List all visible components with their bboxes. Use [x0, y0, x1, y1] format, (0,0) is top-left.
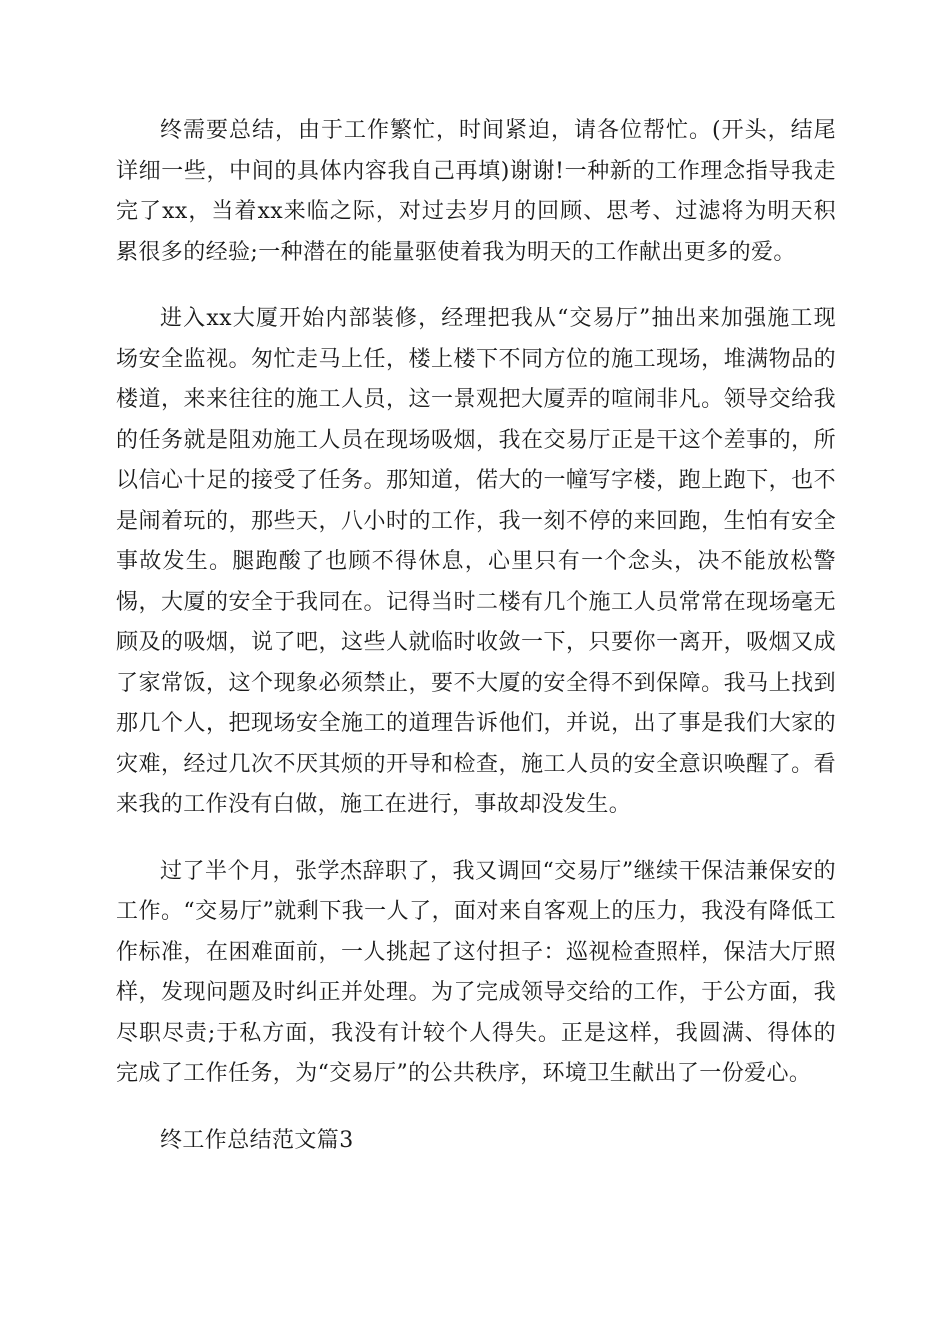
document-body	[116, 111, 836, 1187]
paragraph-intro: 终需要总结，由于工作繁忙，时间紧迫，请各位帮忙。(开头，结尾详细一些，中间的具体内容我自己再填)谢谢!一种新的工作理念指导我走完了xx，当着xx来临之际，对过去岁月的回顾、思考、过滤将为明天积累很多的经验;一种潜在的能量驱使着我为明天的工作献出更多的爱。	[116, 118, 836, 265]
paragraph-renovation-safety: 进入xx大厦开始内部装修，经理把我从“交易厅”抽出来加强施工现场安全监视。匆忙走马上任，楼上楼下不同方位的施工现场，堆满物品的楼道，来来往往的施工人员，这一景观把大厦弄的喧闹非凡。领导交给我的任务就是阻劝施工人员在现场吸烟，我在交易厅正是干这个差事的，所以信心十足的接受了任务。那知道，偌大的一幢写字楼，跑上跑下，也不是闹着玩的，那些天，八小时的工作，我一刻不停的来回跑，生怕有安全事故发生。腿跑酸了也顾不得休息，心里只有一个念头，决不能放松警惕，大厦的安全于我同在。记得当时二楼有几个施工人员常常在现场毫无顾及的吸烟，说了吧，这些人就临时收敛一下，只要你一离开，吸烟又成了家常饭，这个现象必须禁止，要不大厦的安全得不到保障。我马上找到那几个人，把现场安全施工的道理告诉他们，并说，出了事是我们大家的灾难，经过几次不厌其烦的开导和检查，施工人员的安全意识唤醒了。看来我的工作没有白做，施工在进行，事故却没发生。	[116, 306, 836, 817]
paragraph-trading-hall: 过了半个月，张学杰辞职了，我又调回“交易厅”继续干保洁兼保安的工作。“交易厅”就剩下我一人了，面对来自客观上的压力，我没有降低工作标准，在困难面前，一人挑起了这付担子：巡视检查照样，保洁大厅照样，发现问题及时纠正并处理。为了完成领导交给的工作，于公方面，我尽职尽责;于私方面，我没有计较个人得失。正是这样，我圆满、得体的完成了工作任务，为“交易厅”的公共秩序，环境卫生献出了一份爱心。	[116, 858, 836, 1086]
section-heading: 终工作总结范文篇3	[160, 1127, 354, 1153]
